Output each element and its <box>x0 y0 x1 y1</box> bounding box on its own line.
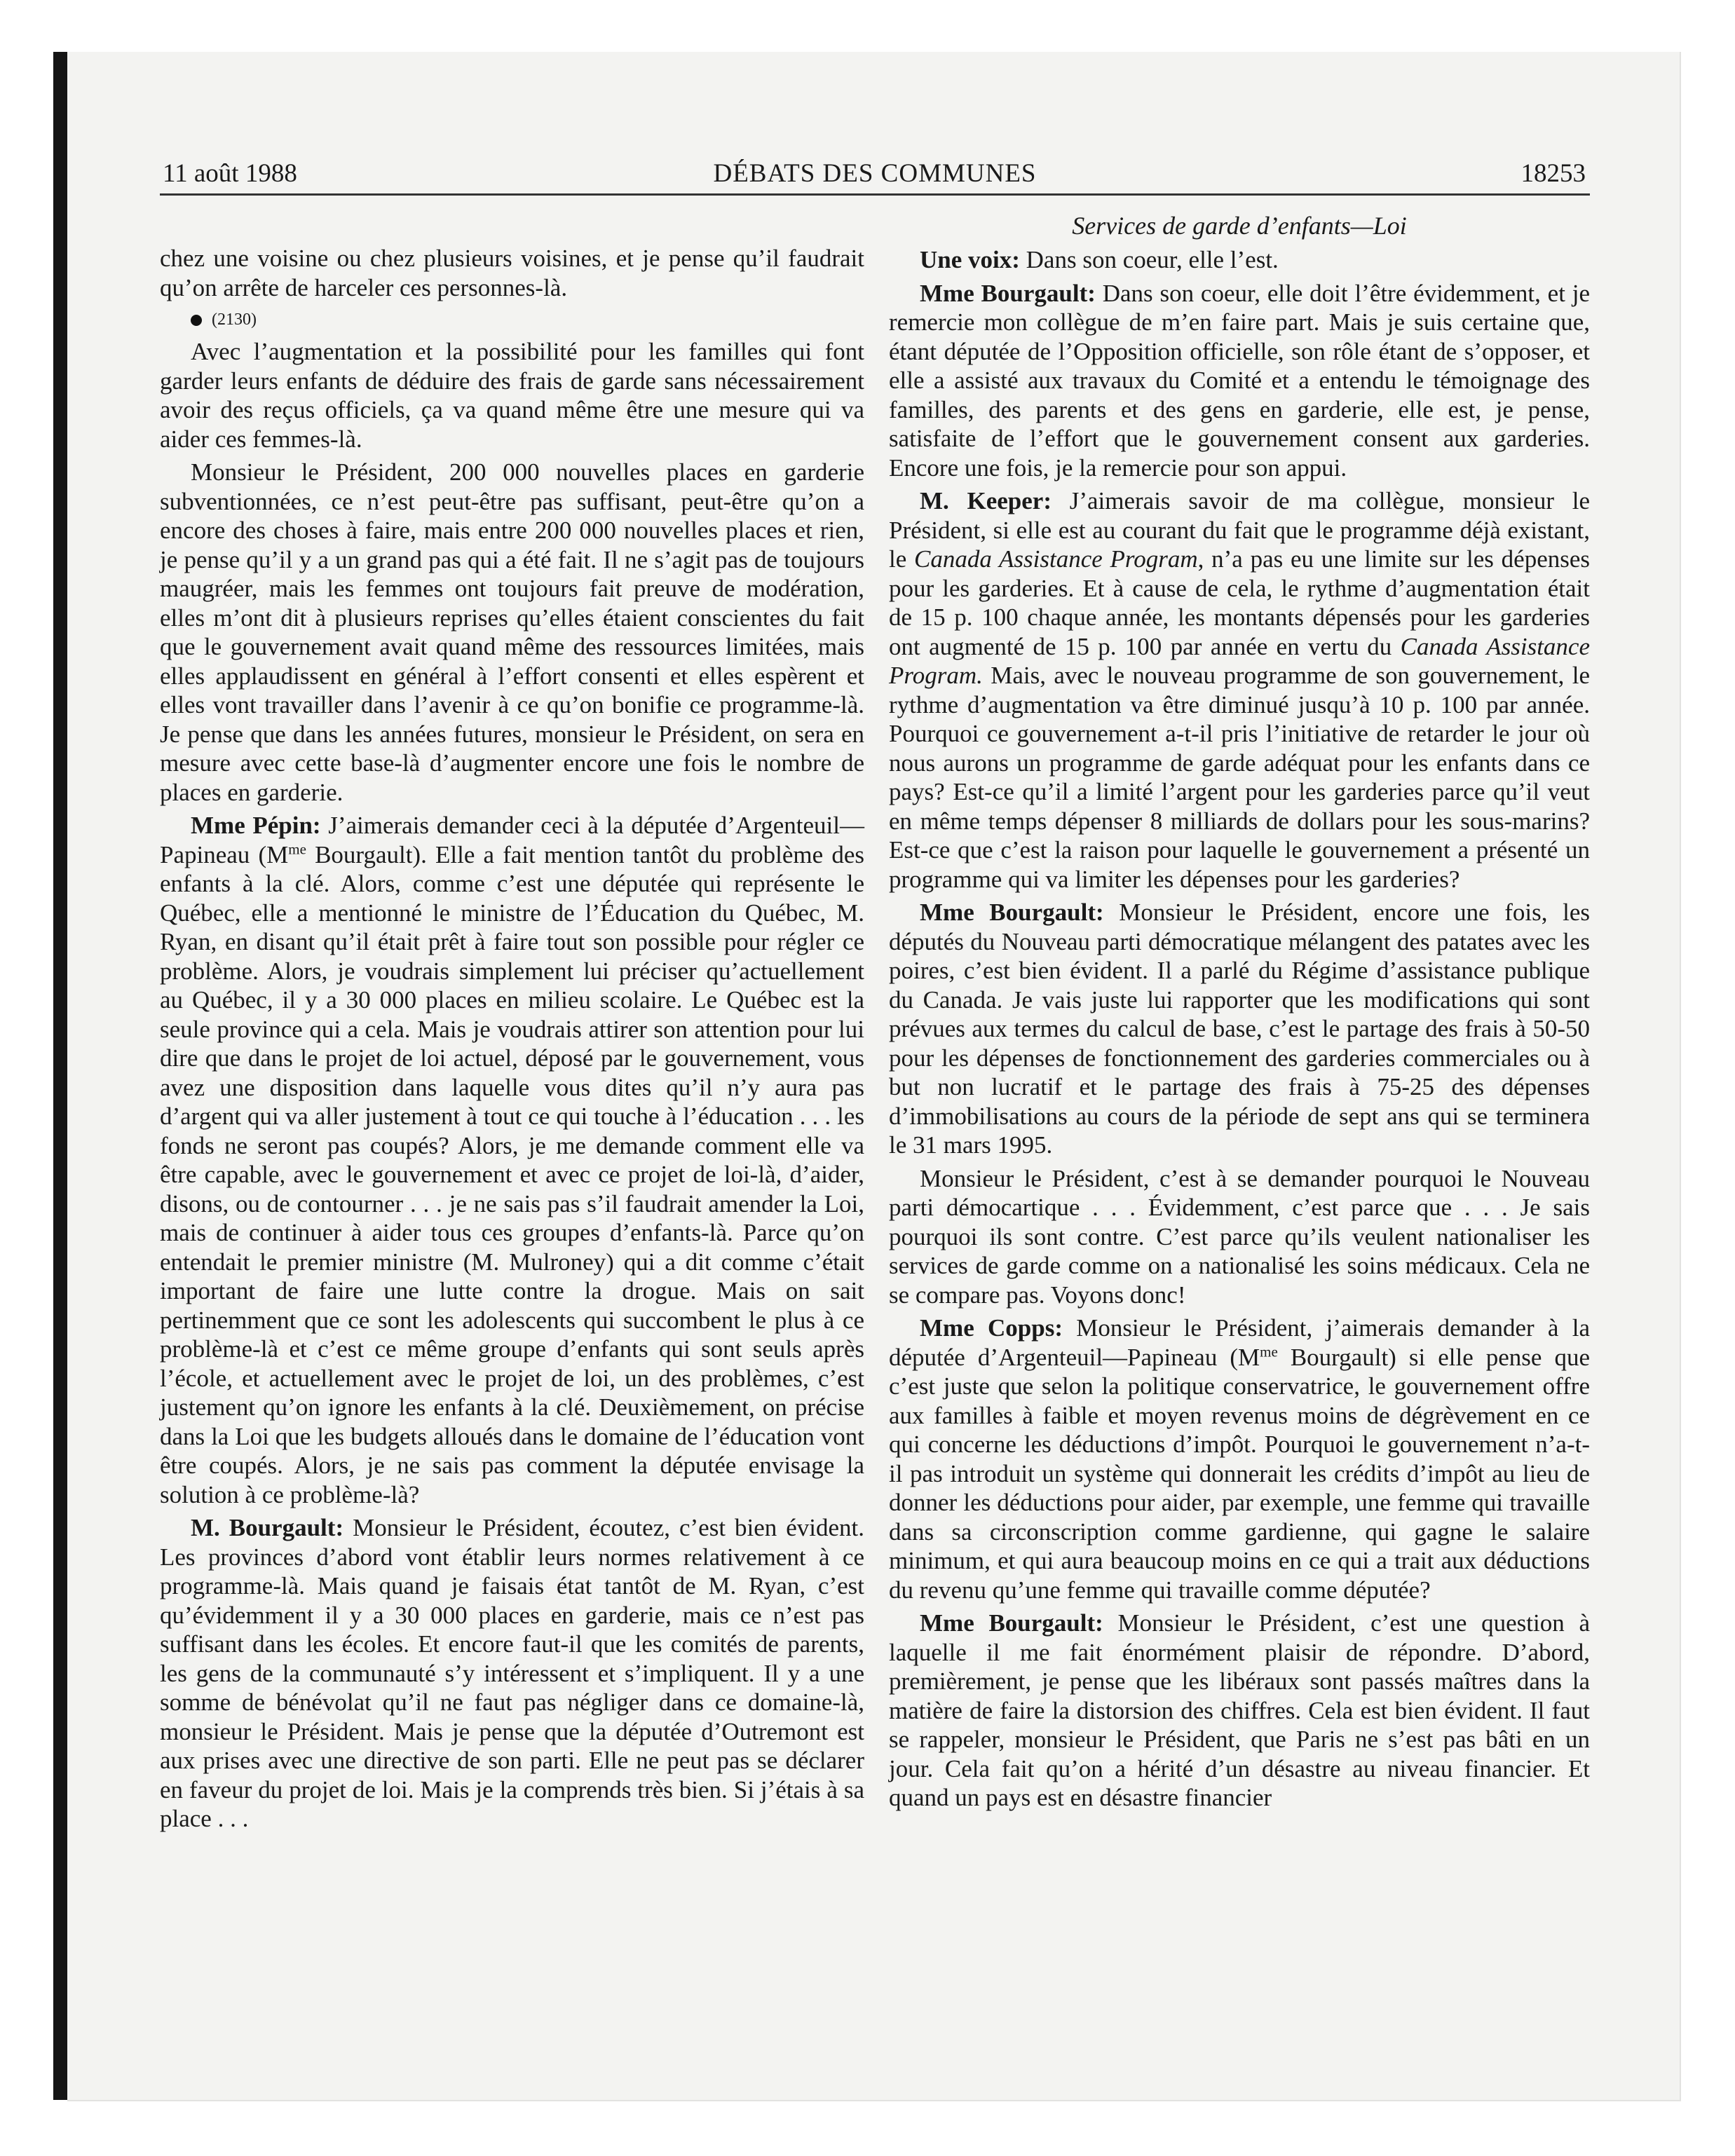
paragraph: chez une voisine ou chez plusieurs voisines, et je pense qu’il faudrait qu’on arrête de harceler ces personnes-là. <box>160 245 864 301</box>
speech-text: Bourgault) si elle pense que c’est juste que selon la politique conservatrice, le gouvernement offre aux familles à faible et moyen revenus moins de dégrèvement en ce qui concerne les déductions d’impôt. Pourquoi le gouvernement n’a-t-il pas introduit un système qui donnerait les crédits d’impôt au lieu de donner les déductions pour aider, par exemple, une femme qui travaille dans sa circonscription comme gardienne, qui gagne le salaire minimum, et qui aura beaucoup moins en ce qui a trait aux déductions du revenu qu’une femme qui travaille comme députée? <box>889 1343 1591 1604</box>
time-marker <box>160 306 864 333</box>
speech-paragraph <box>889 279 1590 483</box>
speech-paragraph <box>160 1513 864 1834</box>
speech-text: Bourgault). Elle a fait mention tantôt du problème des enfants à la clé. Alors, comme c’est une députée qui représente le Québec, elle a mentionné le ministre de l’Éducation du Québec, M. Ryan, en disant qu’il était prêt à faire tout son possible pour régler ce problème. Alors, je voudrais simplement lui préciser qu’actuellement au Québec, il y a 30 000 places en milieu scolaire. Le Québec est la seule province qui a cela. Mais je voudrais attirer son attention pour lui dire que dans le projet de loi actuel, déposé par le gouvernement, vous avez une disposition dans laquelle vous dites qu’il n’y aura pas d’argent qui va aller justement à tout ce qui touche à l’éducation . . . les fonds ne seront pas coupés? Alors, je me demande comment elle va être capable, avec le gouvernement et avec ce projet de loi-là, d’aider, disons, ou de contourner . . . je ne sais pas s’il faudrait amender la Loi, mais de continuer à aider tous ces groupes d’enfants-là. Parce qu’on entendait le premier ministre (M. Mulroney) qui a dit comme c’était important de faire une lutte contre la drogue. Mais on sait pertinemment que ce sont les adolescents qui succombent le plus à ce problème-là et c’est ce même groupe d’enfants qui sont seuls après l’école, et actuellement avec le projet de loi, un des problèmes, c’est justement qu’on ignore les enfants à la clé. Deuxièmement, on précise dans la Loi que les budgets alloués dans le domaine de l’éducation vont être coupés. Alors, je ne sais pas comment la députée envisage la solution à ce problème-là? <box>160 840 864 1508</box>
left-column <box>160 244 864 1834</box>
speaker-name: Mme Bourgault: <box>920 899 1104 926</box>
speech-paragraph <box>889 245 1590 275</box>
speaker-name: Mme Pépin: <box>191 812 321 839</box>
program-name: Canada Assistance Program <box>914 545 1198 573</box>
speaker-name: Mme Bourgault: <box>920 279 1096 307</box>
speech-text: Monsieur le Président, écoutez, c’est bien évident. Les provinces d’abord vont établir leurs normes relativement à ce programme-là. Mais quand je faisais état tantôt de M. Ryan, c’est qu’évidemment il y a 30 000 places en garderie, mais ce n’est pas suffisant dans les écoles. Et encore faut-il que les comités de parents, les gens de la communauté s’y intéressent et s’impliquent. Il y a une somme de bénévolat qu’il ne faut pas négliger dans ce domaine-là, monsieur le Président. Mais je pense que la députée d’Outremont est aux prises avec une directive de son parti. Elle ne peut pas se déclarer en faveur du projet de loi. Mais je la comprends très bien. Si j’étais à sa place . . . <box>160 1514 864 1832</box>
speaker-name: Mme Copps: <box>920 1314 1063 1342</box>
paragraph: Monsieur le Président, c’est à se demander pourquoi le Nouveau parti démocartique . . . Évidemment, c’est parce que . . . Je sais pourquoi ils sont contre. C’est parce qu’ils veulent nationaliser les services de garde comme on a nationalisé les soins médicaux. Cela ne se compare pas. Voyons donc! <box>889 1164 1590 1309</box>
running-head: Services de garde d’enfants—Loi <box>1072 212 1407 240</box>
paragraph: Avec l’augmentation et la possibilité pour les familles qui font garder leurs enfants de déduire des frais de garde sans nécessairement avoir des reçus officiels, ça va quand même être une mesure qui va aider ces femmes-là. <box>160 338 864 453</box>
speech-text: , n’a pas eu une limite sur les dépenses pour les garderies. Et à cause de cela, le rythme d’augmentation était de 15 p. 100 chaque année, les montants dépensés pour les garderies ont augmenté de 15 p. 100 par année en vertu du <box>889 545 1591 660</box>
page-header <box>160 158 1590 196</box>
speech-text: Dans son coeur, elle l’est. <box>1019 246 1279 273</box>
paragraph: Monsieur le Président, 200 000 nouvelles places en garderie subventionnées, ce n’est peut-être pas suffisant, peut-être qu’on a encore des choses à faire, mais entre 200 000 nouvelles places et rien, je pense qu’il y a un grand pas qui a été fait. Il ne s’agit pas de toujours maugréer, mais les femmes ont toujours fait preuve de modération, elles m’ont dit à plusieurs reprises qu’elles étaient conscientes du fait que le gouvernement avait quand même des ressources limitées, mais elles applaudissent en général à l’effort consenti et elles espèrent et elles vont travailler dans l’avenir à ce qu’on bonifie ce programme-là. Je pense que dans les années futures, monsieur le Président, on sera en mesure avec cette base-là d’augmenter encore une fois le nombre de places en garderie. <box>160 458 864 806</box>
speech-paragraph <box>889 1609 1590 1813</box>
speech-text: Monsieur le Président, j’aimerais demander à la députée d’Argenteuil—Papineau (M <box>889 1314 1590 1371</box>
speech-text: Monsieur le Président, encore une fois, les députés du Nouveau parti démocratique mélangent des patates avec les poires, c’est bien évident. Il a parlé du Régime d’assistance publique du Canada. Je vais juste lui rapporter que les modifications qui sont prévues aux termes du calcul de base, c’est le partage des frais à 50-50 pour les dépenses de fonctionnement des garderies commerciales ou à but non lucratif et le partage des frais à 75-25 des dépenses d’immobilisations au cours de la période de sept ans qui se terminera le 31 mars 1995. <box>889 899 1590 1159</box>
scan-edge <box>53 52 67 2100</box>
speaker-name: Une voix: <box>920 246 1020 273</box>
superscript: me <box>1260 1342 1278 1360</box>
right-column <box>889 210 1590 1813</box>
speech-text: Monsieur le Président, c’est une question à laquelle il me fait énormément plaisir de répondre. D’abord, premièrement, je pense que les libéraux sont passés maîtres dans la matière de faire la distorsion des chiffres. Cela est bien évident. Il faut se rappeler, monsieur le Président, que Paris ne s’est pas bâti en un jour. Cela fait qu’on a hérité d’un désastre au niveau financier. Et quand un pays est en désastre financier <box>889 1609 1590 1811</box>
speech-paragraph <box>889 486 1590 894</box>
time-mark-text: (2130) <box>212 311 257 329</box>
speech-paragraph <box>160 811 864 1509</box>
speech-text: J’aimerais savoir de ma collègue, monsieur le Président, si elle est au courant du fait que le programme déjà existant, le <box>889 487 1590 573</box>
header-title: DÉBATS DES COMMUNES <box>713 159 1037 188</box>
speech-paragraph <box>889 1314 1590 1604</box>
bullet-icon <box>191 315 202 326</box>
speech-text: J’aimerais demander ceci à la députée d’Argenteuil—Papineau (M <box>160 812 864 868</box>
speaker-name: M. Bourgault: <box>191 1514 344 1541</box>
speech-text: Mais, avec le nouveau programme de son gouvernement, le rythme d’augmentation va être diminué jusqu’à 10 p. 100 par année. Pourquoi ce gouvernement a-t-il pris l’initiative de retarder le jour où nous aurons un programme de garde adéquat pour les enfants dans ce pays? Est-ce qu’il a limité l’argent pour les garderies parce qu’il veut en même temps dépenser 8 milliards de dollars pour les sous-marins? Est-ce que c’est la raison pour laquelle le gouvernement a présenté un programme qui va limiter les dépenses pour les garderies? <box>889 662 1590 893</box>
speaker-name: Mme Bourgault: <box>920 1609 1103 1637</box>
page-number: 18253 <box>1520 159 1586 188</box>
speaker-name: M. Keeper: <box>920 487 1052 514</box>
superscript: me <box>288 840 306 857</box>
header-date: 11 août 1988 <box>163 159 297 188</box>
program-name: Canada Assistance Program. <box>889 632 1590 689</box>
speech-paragraph <box>889 898 1590 1160</box>
speech-text: Dans son coeur, elle doit l’être évidemment, et je remercie mon collègue de m’en faire part. Mais je suis certaine que, étant députée de l’Opposition officielle, son rôle étant de s’opposer, et elle a assisté aux travaux du Comité et a entendu le témoignage des familles, des parents et des gens en garderie, elle est, je pense, satisfaite de l’effort que le gouvernement consent aux garderies. Encore une fois, je la remercie pour son appui. <box>889 279 1591 482</box>
